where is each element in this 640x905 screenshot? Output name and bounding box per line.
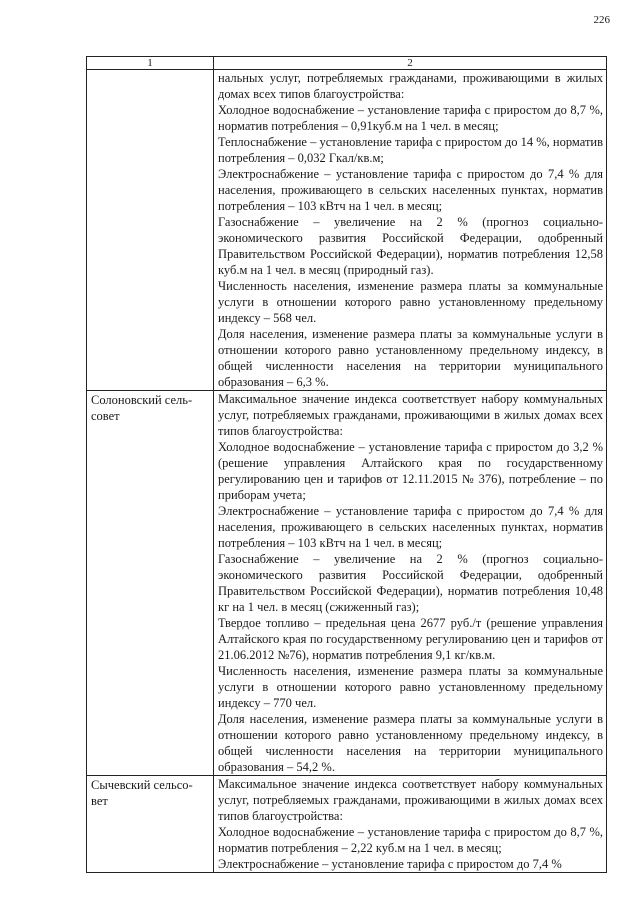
paragraph: Максимальное значение индекса соответствует набору коммунальных услуг, потребляемых гражданами, проживающими в жилых домах всех типов благоустройства: [218,777,603,823]
paragraph: Электроснабжение – установление тарифа с приростом до 7,4 % для населения, проживающего в сельских населенных пунктах, норматив потребления – 103 кВтч на 1 чел. в месяц; [218,167,603,213]
description-cell [214,391,607,776]
paragraph: Твердое топливо – предельная цена 2677 руб./т (решение управления Алтайского края по государственному регулированию цен и тарифов от 21.06.2012 №76), норматив потребления 9,1 кг/кв.м. [218,616,603,662]
paragraph: Электроснабжение – установление тарифа с приростом до 7,4 % для населения, проживающего в сельских населенных пунктах, норматив потребления – 103 кВтч на 1 чел. в месяц; [218,504,603,550]
paragraph: Максимальное значение индекса соответствует набору коммунальных услуг, потребляемых гражданами, проживающими в жилых домах всех типов благоустройства: [218,392,603,438]
paragraph: Численность населения, изменение размера платы за коммунальные услуги в отношении которого равно установленному предельному индексу – 568 чел. [218,279,603,325]
region-cell [87,70,214,391]
paragraph: Холодное водоснабжение – установление тарифа с приростом до 8,7 %, норматив потребления – 0,91куб.м на 1 чел. в месяц; [218,103,603,133]
header-col-1: 1 [87,57,214,70]
table-row [87,70,607,391]
description-cell [214,70,607,391]
paragraph: Газоснабжение – увеличение на 2 % (прогноз социально-экономического развития Российской Федерации, одобренный Правительством Российской Федерации), норматив потребления 10,48 кг на 1 чел. в месяц (сжиженный газ); [218,552,603,614]
page-number: 226 [593,14,610,26]
paragraph: Холодное водоснабжение – установление тарифа с приростом до 3,2 % (решение управления Алтайского края по государственному регулированию цен и тарифов от 12.11.2015 № 376), потребление – по приборам учета; [218,440,603,502]
table-row [87,776,607,873]
paragraph: Холодное водоснабжение – установление тарифа с приростом до 8,7 %, норматив потребления – 2,22 куб.м на 1 чел. в месяц; [218,825,603,855]
description-cell [214,776,607,873]
paragraph: Численность населения, изменение размера платы за коммунальные услуги в отношении которого равно установленному предельному индексу – 770 чел. [218,664,603,710]
region-name: Солоновский сель- совет [91,393,193,423]
indices-table [86,56,607,873]
paragraph: Теплоснабжение – установление тарифа с приростом до 14 %, норматив потребления – 0,032 Гкал/кв.м; [218,135,603,165]
region-cell [87,776,214,873]
paragraph: Электроснабжение – установление тарифа с приростом до 7,4 % [218,857,562,871]
table-row [87,391,607,776]
region-name: Сычевский сельсо- вет [91,778,193,808]
region-cell [87,391,214,776]
paragraph: нальных услуг, потребляемых гражданами, проживающими в жилых домах всех типов благоустройства: [218,71,603,101]
header-col-2: 2 [214,57,607,70]
paragraph: Газоснабжение – увеличение на 2 % (прогноз социально-экономического развития Российской Федерации, одобренный Правительством Российской Федерации), норматив потребления 12,58 куб.м на 1 чел. в месяц (природный газ). [218,215,603,277]
paragraph: Доля населения, изменение размера платы за коммунальные услуги в отношении которого равно установленному предельному индексу, в общей численности населения на территории муниципального образования – 54,2 %. [218,712,603,774]
header-row [87,57,607,70]
paragraph: Доля населения, изменение размера платы за коммунальные услуги в отношении которого равно установленному предельному индексу, в общей численности населения на территории муниципального образования – 6,3 %. [218,327,603,389]
